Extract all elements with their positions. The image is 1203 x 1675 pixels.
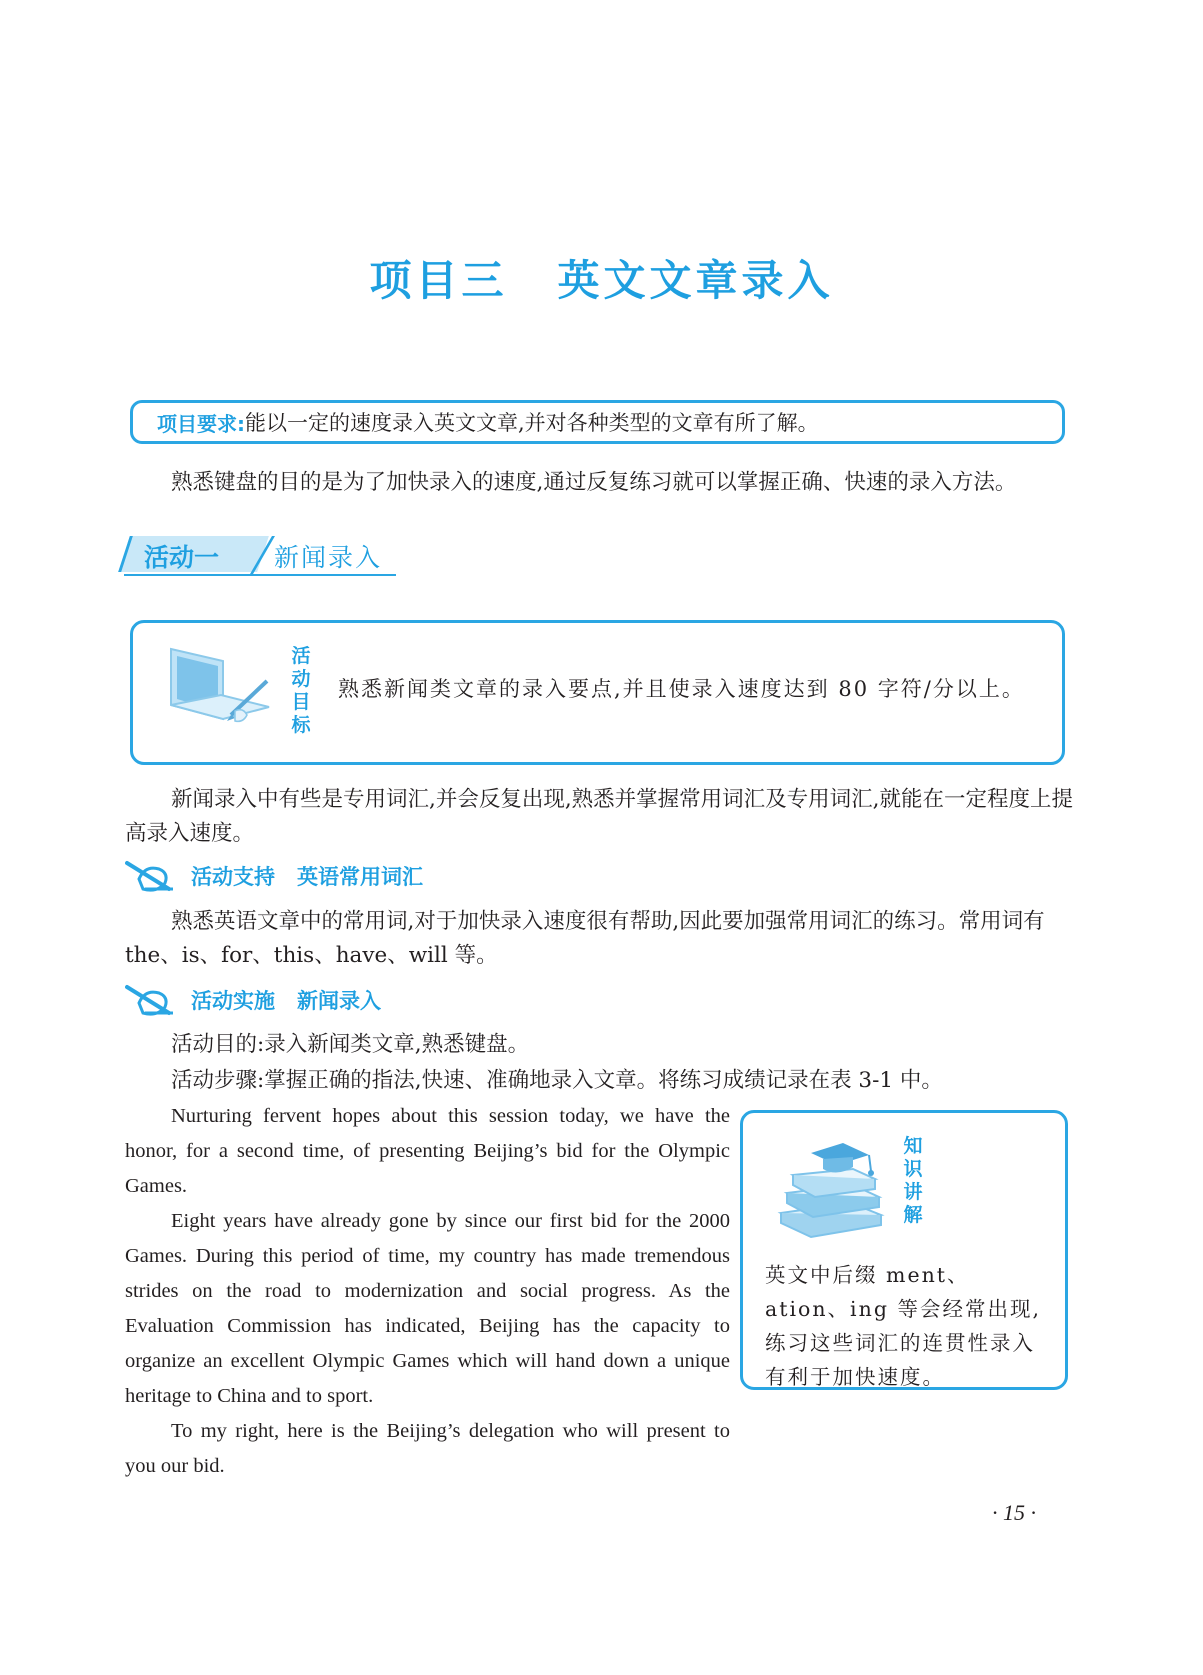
activity-purpose: 活动目的:录入新闻类文章,熟悉键盘。 <box>171 1032 530 1057</box>
knowledge-label-vertical: 知 识 讲 解 <box>903 1135 923 1226</box>
english-practice-text <box>125 1099 730 1484</box>
pen-hand-icon <box>125 859 177 893</box>
books-graduation-cap-icon <box>771 1135 891 1240</box>
english-paragraph: Eight years have already gone by since our first bid for the 2000 Games. During this period of time, my country has made tremendous strides on the road to modernization and social progress. As the Evaluation Commission has indicated, Beijing has the capacity to organize an excellent Olympic Games which will hand down a unique heritage to China and to sport. <box>125 1210 730 1407</box>
english-paragraph: To my right, here is the Beijing’s delegation who will present to you our bid. <box>125 1420 730 1477</box>
activity-name: 新闻录入 <box>274 543 383 572</box>
support-label: 活动支持 <box>191 865 275 889</box>
activity-tab-label: 活动一 <box>144 543 220 572</box>
title-project: 项目三 <box>369 256 508 305</box>
page-number: · 15 · <box>992 1500 1036 1525</box>
goal-text: 熟悉新闻类文章的录入要点,并且使录入速度达到 80 字符/分以上。 <box>338 677 1025 701</box>
paragraph-common-words: 熟悉英语文章中的常用词,对于加快录入速度很有帮助,因此要加强常用词汇的练习。常用词有 the、is、for、this、have、will 等。 <box>125 909 1045 968</box>
implementation-label: 活动实施 <box>191 989 275 1013</box>
activity-underline <box>124 574 396 576</box>
page-title <box>0 248 1203 308</box>
activity-heading <box>124 536 399 576</box>
implementation-topic: 新闻录入 <box>297 989 381 1013</box>
title-topic: 英文文章录入 <box>557 256 834 305</box>
english-paragraph: Nurturing fervent hopes about this session today, we have the honor, for a second time, of presenting Beijing’s bid for the Olympic Games. <box>125 1105 730 1197</box>
pen-hand-icon <box>125 983 177 1017</box>
goal-label-vertical: 活 动 目 标 <box>291 645 311 736</box>
paragraph-vocabulary: 新闻录入中有些是专用词汇,并会反复出现,熟悉并掌握常用词汇及专用词汇,就能在一定程度上提高录入速度。 <box>125 787 1074 846</box>
support-topic: 英语常用词汇 <box>297 865 423 889</box>
intro-paragraph: 熟悉键盘的目的是为了加快录入的速度,通过反复练习就可以掌握正确、快速的录入方法。 <box>171 470 1017 495</box>
requirement-box <box>130 400 1065 444</box>
activity-implementation-heading <box>125 982 381 1018</box>
activity-steps: 活动步骤:掌握正确的指法,快速、准确地录入文章。将练习成绩记录在表 3-1 中。 <box>171 1068 943 1093</box>
knowledge-box <box>740 1110 1068 1390</box>
activity-support-heading <box>125 858 423 894</box>
requirement-text: 能以一定的速度录入英文文章,并对各种类型的文章有所了解。 <box>245 411 819 435</box>
activity-goal-box <box>130 620 1065 765</box>
knowledge-text: 英文中后缀 ment、ation、ing 等会经常出现,练习这些词汇的连贯性录入有利于加快速度。 <box>765 1263 1041 1389</box>
laptop-pen-icon <box>161 641 279 741</box>
requirement-label: 项目要求: <box>157 411 245 436</box>
